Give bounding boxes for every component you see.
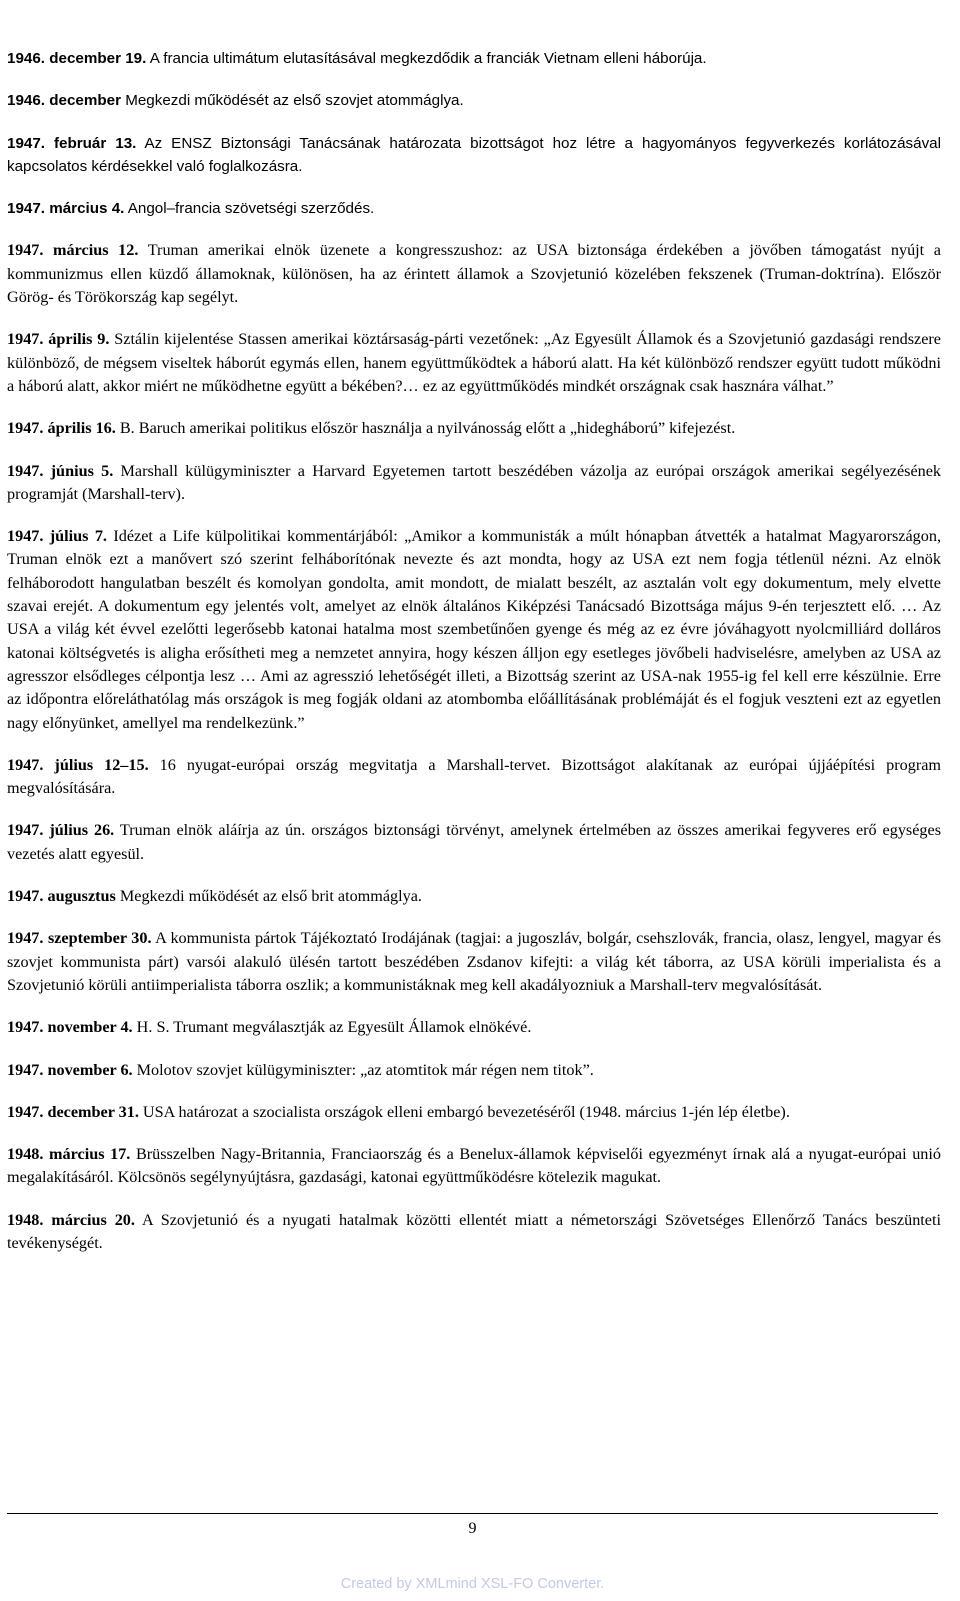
entry-text: H. S. Trumant megválasztják az Egyesült Államok elnökévé. [132,1018,532,1037]
entry-text: A kommunista pártok Tájékoztató Irodájának (tagjai: a jugoszláv, bolgár, csehszlovák, francia, olasz, lengyel, magyar és szovjet kommunista párt) varsói alakuló ülésén tartott beszédében Zsdanov kifejti: a világ két táborra, az USA körüli imperialista és a Szovjetunió körüli antiimperialista táborra oszlik; a kommunistáknak meg kell akadályozniuk a Marshall-terv megvalósítását. [7,929,941,994]
entry-text: Megkezdi működését az első szovjet atommáglya. [120,92,464,110]
chronology-entry [7,927,941,997]
chronology-entry [7,1209,941,1256]
chronology-entry [7,239,941,309]
entry-date: 1947. november 4. [7,1018,133,1037]
entry-text: Brüsszelben Nagy-Britannia, Franciaország és a Benelux-államok képviselői egyezményt írnak alá a nyugat-európai unió megalakításáról. Kölcsönös segélynyújtásra, gazdasági, katonai együttműködésre kötelezik magukat. [7,1145,941,1187]
entry-date: 1947. augusztus [7,887,116,906]
page-number: 9 [468,1520,477,1537]
footer-credit: Created by XMLmind XSL-FO Converter. [340,1576,605,1592]
entry-text: A Szovjetunió és a nyugati hatalmak közötti ellentét miatt a németországi Szövetséges Ellenőrző Tanács beszünteti tevékenységét. [7,1210,941,1252]
entry-date: 1946. december [7,92,121,110]
entry-date: 1947. december 31. [7,1102,139,1121]
entry-date: 1947. július 26. [7,821,115,840]
entry-date: 1947. szeptember 30. [7,929,152,948]
chronology-entry [7,1143,941,1190]
entry-text: Sztálin kijelentése Stassen amerikai köztársaság-párti vezetőnek: „Az Egyesült Államok és a Szovjetunió gazdasági rendszere különböző, de mégsem viseltek háborút egymás ellen, hanem együttműködtek a háború alatt. Ha két különböző rendszer együtt tudott működni a háború alatt, akkor miért ne működhetne együtt a békében?… ez az együttműködés mindkét országnak csak hasznára válhat.” [7,330,941,395]
entry-text: Megkezdi működését az első brit atommáglya. [115,887,422,906]
chronology-entry [7,89,941,112]
entry-text: Marshall külügyminiszter a Harvard Egyetemen tartott beszédében vázolja az európai országok amerikai segélyezésének programját (Marshall-terv). [7,461,941,503]
chronology-entry [7,328,941,398]
entry-text: Truman elnök aláírja az ún. országos biztonsági törvényt, amelynek értelmében az összes amerikai fegyveres erő egységes vezetés alatt egyesül. [7,821,941,863]
chronology-entry [7,197,941,220]
entry-date: 1947. november 6. [7,1060,133,1079]
chronology-entry [7,417,941,440]
footer-divider [7,1513,938,1514]
entry-date: 1947. február 13. [7,134,137,152]
entry-date: 1947. március 12. [7,241,139,260]
entry-date: 1947. március 4. [7,200,125,218]
entry-text: A francia ultimátum elutasításával megkezdődik a franciák Vietnam elleni háborúja. [146,50,707,67]
entry-date: 1947. április 16. [7,419,116,438]
entry-text: USA határozat a szocialista országok elleni embargó bevezetéséről (1948. március 1-jén lép életbe). [138,1102,790,1121]
chronology-entry [7,819,941,866]
entry-date: 1947. április 9. [7,330,110,349]
entry-text: Az ENSZ Biztonsági Tanácsának határozata bizottságot hoz létre a hagyományos fegyverkezés korlátozásával kapcsolatos kérdésekkel való foglalkozásra. [7,134,941,175]
entry-text: 16 nyugat-európai ország megvitatja a Marshall-tervet. Bizottságot alakítanak az európai újjáépítési program megvalósítására. [7,755,941,798]
entry-text: B. Baruch amerikai politikus először használja a nyilvánosság előtt a „hidegháború” kifejezést. [115,419,736,438]
entry-text: Idézet a Life külpolitikai kommentárjából: „Amikor a kommunisták a múlt hónapban átvették a hatalmat Magyarországon, Truman elnök ezt a manővert szó szerint felháborítónak nevezte és azt mondta, hogy az USA ezt nem fogja tétlenül nézni. Az elnök felháborodott hangulatban beszélt és komolyan gondolta, amit mondott, de mialatt beszélt, az asztalán volt egy dokumentum, mely elvette szavai erejét. A dokumentum egy jelentés volt, amelyet az elnök általános Kiképzési Tanácsadó Bizottsága május 9-én terjesztett elő. … Az USA a világ két évvel ezelőtti legerősebb katonai hatalma most szembetűnően gyenge és még az ez évre jóváhagyott nyolcmilliárd dolláros katonai költségvetés is aligha erősítheti meg a nemzetet annyira, hogy készen álljon egy esetleges jövőbeli hadviselésre, amelyben az USA az agresszor elsődleges célpontja lesz … Ami az agresszió lehetőségét illeti, a Bizottság szerint az USA-nak 1955-ig fel kell erre készülnie. Erre az időpontra előreláthatólag más országok is meg fogják oldani az atombomba előállításának problémáját és el fogjuk veszteni ezt az egyetlen nagy előnyünket, amellyel ma rendelkezünk.” [7,527,941,732]
entry-date: 1947. július 7. [7,527,107,546]
chronology-entry [7,754,941,801]
entry-date: 1948. március 17. [7,1145,131,1164]
chronology-list [7,47,941,1274]
entry-date: 1948. március 20. [7,1210,135,1229]
entry-date: 1947. június 5. [7,461,114,480]
entry-text: Molotov szovjet külügyminiszter: „az atomtitok már régen nem titok”. [132,1060,594,1079]
entry-date: 1947. július 12–15. [7,755,149,774]
chronology-entry [7,1101,941,1124]
entry-text: Truman amerikai elnök üzenete a kongresszushoz: az USA biztonsága érdekében a jövőben támogatást nyújt a kommunizmus ellen küzdő államoknak, különösen, ha az érintett államok a Szovjetunió közelében fekszenek (Truman-doktrína). Először Görög- és Törökország kap segélyt. [7,241,941,307]
chronology-entry [7,525,941,735]
entry-date: 1946. december 19. [7,50,147,67]
chronology-entry [7,132,941,179]
chronology-entry [7,1016,941,1039]
entry-text: Angol–francia szövetségi szerződés. [124,200,375,218]
chronology-entry [7,460,941,507]
chronology-entry [7,1059,941,1082]
chronology-entry [7,885,941,908]
chronology-entry [7,47,941,70]
